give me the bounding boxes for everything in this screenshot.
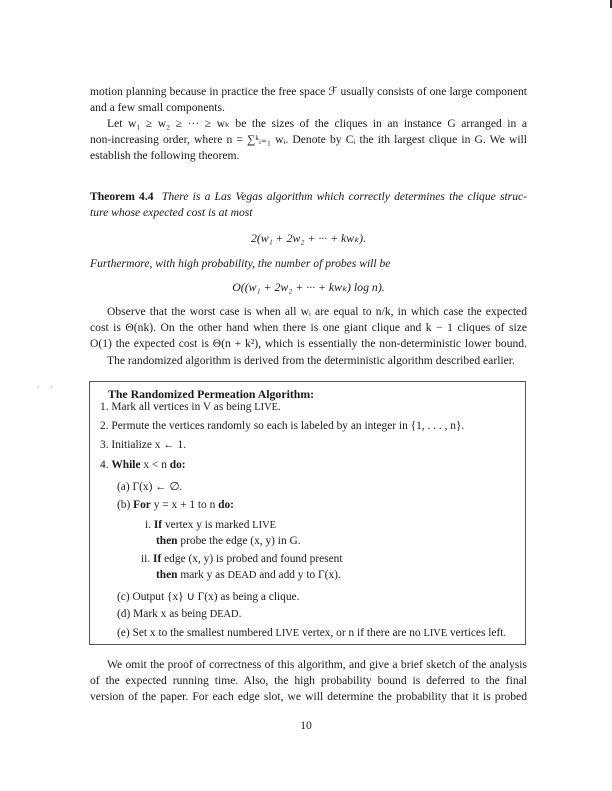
margin-dots: · · [37, 383, 57, 392]
algorithm-box [89, 381, 526, 645]
algorithm-substep: (d) Mark x as being DEAD. [117, 608, 242, 620]
theorem-statement [90, 189, 527, 221]
algorithm-step: 1. Mark all vertices in V as being LIVE. [100, 401, 281, 413]
algorithm-substep-i: i. If vertex y is marked LIVE [145, 519, 276, 531]
algorithm-step: 2. Permute the vertices randomly so each is labeled by an integer in {1, . . . , n}. [100, 420, 465, 432]
text-line: ture whose expected cost is at most [90, 206, 253, 220]
algorithm-title: The Randomized Permeation Algorithm: [108, 387, 315, 401]
algorithm-substep-ii: ii. If edge (x, y) is probed and found present [141, 553, 343, 565]
text-line: establish the following theorem. [90, 149, 240, 163]
page-number: 10 [300, 719, 312, 732]
theorem-label: Theorem 4.4 [90, 190, 154, 203]
paragraph-clique-sizes [90, 116, 527, 165]
algorithm-substep: (b) For y = x + 1 to n do: [117, 499, 234, 511]
text-line: and a few small components. [90, 101, 225, 115]
text-line: of the expected running time. Also, the high probability bound is deferred to the final [90, 674, 527, 688]
algorithm-substep: (a) Γ(x) ← ∅. [117, 481, 183, 493]
algorithm-substep: (c) Output {x} ∪ Γ(x) as being a clique. [117, 591, 300, 603]
algorithm-step: 4. While x < n do: [100, 459, 186, 471]
text-line: motion planning because in practice the free space ℱ usually consists of one large component [90, 85, 527, 98]
paragraph-worst-case [90, 304, 527, 353]
paragraph-derivation: The randomized algorithm is derived from the deterministic algorithm described earlier. [107, 354, 515, 367]
theorem-continuation: Furthermore, with high probability, the number of probes will be [90, 257, 391, 270]
text-line: There is a Las Vegas algorithm which correctly determines the clique struc- [161, 190, 527, 203]
algorithm-substep-ii-then: then mark y as DEAD and add y to Γ(x). [156, 569, 341, 581]
text-line: O(1) the expected cost is Θ(n + k²), which is essentially the non-deterministic lower bound. [90, 337, 527, 351]
text-line: Observe that the worst case is when all wᵢ are equal to n/k, in which case the expected [107, 305, 527, 318]
text-line: Let w₁ ≥ w₂ ≥ ··· ≥ wₖ be the sizes of the cliques in an instance G arranged in a [107, 117, 527, 130]
text-line: non-increasing order, where n = ∑ᵏᵢ₌₁ wᵢ. Denote by Cᵢ the ith largest clique in G. We will [90, 133, 527, 147]
text-line: cost is Θ(nk). On the other hand when there is one giant clique and k − 1 cliques of size [90, 321, 527, 335]
algorithm-substep: (e) Set x to the smallest numbered LIVE vertex, or n if there are no LIVE vertices left. [117, 627, 507, 639]
equation-probe-bound: O((w₁ + 2w₂ + ··· + kwₖ) log n). [232, 280, 385, 294]
paragraph-intro [90, 84, 527, 116]
text-line: We omit the proof of correctness of this algorithm, and give a brief sketch of the analysis [107, 658, 527, 671]
algorithm-step: 3. Initialize x ← 1. [100, 439, 187, 451]
text-line: version of the paper. For each edge slot, we will determine the probability that it is probed [90, 690, 527, 704]
equation-expected-cost: 2(w₁ + 2w₂ + ··· + kwₖ). [250, 231, 367, 245]
paragraph-analysis [90, 657, 527, 706]
algorithm-substep-i-then: then probe the edge (x, y) in G. [156, 535, 301, 547]
